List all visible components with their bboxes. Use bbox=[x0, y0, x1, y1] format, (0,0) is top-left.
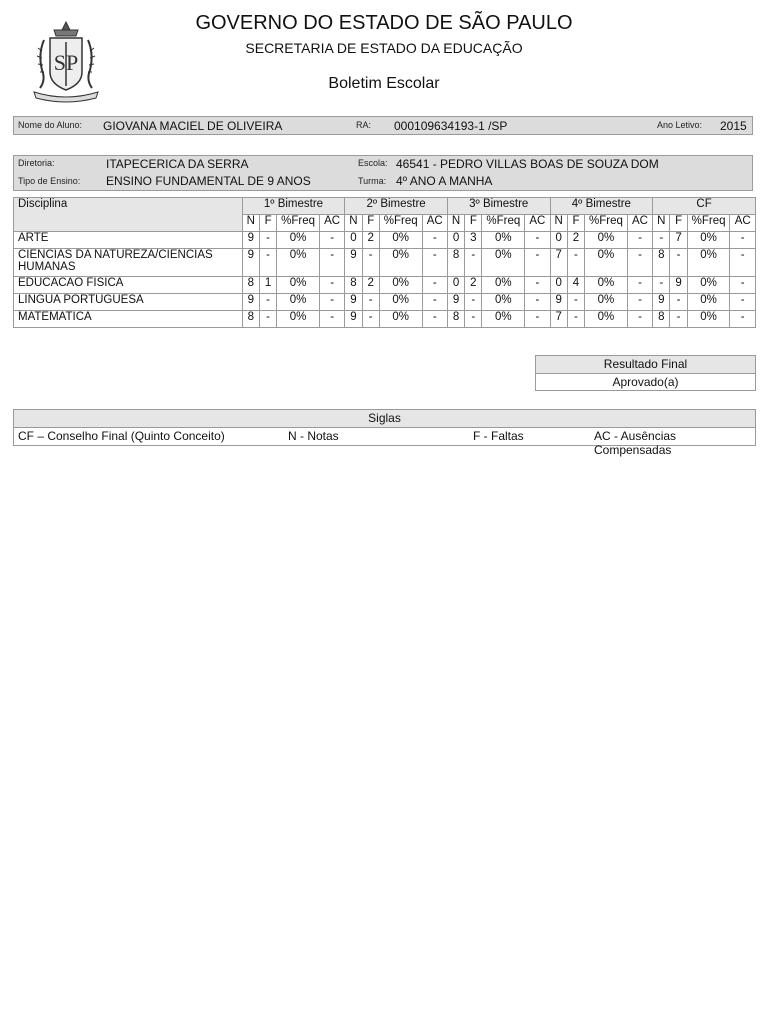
grade-cell: 9 bbox=[345, 294, 362, 311]
period-header: 4º Bimestre bbox=[550, 198, 653, 215]
grade-cell: - bbox=[319, 249, 344, 277]
subcolumn-header: %Freq bbox=[687, 215, 730, 232]
grade-cell: 0 bbox=[550, 232, 567, 249]
grade-cell: 1 bbox=[259, 277, 276, 294]
grade-cell: 7 bbox=[670, 232, 687, 249]
grade-cell: 0% bbox=[687, 277, 730, 294]
school-info-bar bbox=[13, 155, 753, 191]
subcolumn-header: N bbox=[550, 215, 567, 232]
grade-cell: - bbox=[422, 232, 447, 249]
grade-cell: 8 bbox=[447, 311, 464, 328]
grade-cell: - bbox=[567, 294, 584, 311]
grade-cell: 0% bbox=[379, 232, 422, 249]
discipline-name: LINGUA PORTUGUESA bbox=[14, 294, 243, 311]
grade-cell: 0 bbox=[550, 277, 567, 294]
siglas-row bbox=[14, 428, 755, 457]
subcolumn-header: AC bbox=[730, 215, 756, 232]
svg-text:SP: SP bbox=[53, 50, 79, 75]
table-row bbox=[14, 249, 756, 277]
subcolumn-header: AC bbox=[525, 215, 550, 232]
grade-cell: 0% bbox=[482, 232, 525, 249]
sigla-ac: AC - Ausências Compensadas bbox=[594, 429, 677, 457]
grade-cell: - bbox=[465, 311, 482, 328]
grade-cell: - bbox=[525, 277, 550, 294]
grade-cell: - bbox=[730, 249, 756, 277]
grade-cell: - bbox=[627, 277, 652, 294]
discipline-name: EDUCACAO FISICA bbox=[14, 277, 243, 294]
page-subtitle: SECRETARIA DE ESTADO DA EDUCAÇÃO bbox=[245, 40, 523, 56]
subcolumn-header: AC bbox=[319, 215, 344, 232]
grade-cell: - bbox=[465, 294, 482, 311]
grade-cell: 0% bbox=[482, 249, 525, 277]
grade-cell: 0% bbox=[687, 249, 730, 277]
grade-cell: 8 bbox=[653, 311, 670, 328]
grade-cell: 0% bbox=[277, 249, 320, 277]
grade-cell: 9 bbox=[550, 294, 567, 311]
grade-cell: - bbox=[670, 311, 687, 328]
grade-cell: - bbox=[259, 294, 276, 311]
subcolumn-header: F bbox=[670, 215, 687, 232]
grade-cell: 0% bbox=[585, 232, 628, 249]
grade-cell: - bbox=[319, 294, 344, 311]
grade-cell: - bbox=[525, 232, 550, 249]
grade-cell: 0% bbox=[379, 311, 422, 328]
subcolumn-header: AC bbox=[422, 215, 447, 232]
table-row bbox=[14, 311, 756, 328]
grade-cell: - bbox=[525, 294, 550, 311]
grade-cell: 9 bbox=[653, 294, 670, 311]
grade-cell: 7 bbox=[550, 249, 567, 277]
grade-cell: 0% bbox=[687, 294, 730, 311]
school-label: Escola: bbox=[358, 158, 388, 168]
grade-cell: 0% bbox=[687, 311, 730, 328]
grade-cell: - bbox=[730, 277, 756, 294]
grade-cell: 0% bbox=[277, 311, 320, 328]
grade-cell: - bbox=[319, 232, 344, 249]
grade-cell: - bbox=[670, 294, 687, 311]
grade-cell: 0% bbox=[482, 294, 525, 311]
grade-cell: - bbox=[422, 311, 447, 328]
grade-cell: 2 bbox=[362, 232, 379, 249]
grade-cell: 2 bbox=[362, 277, 379, 294]
subcolumn-header: N bbox=[242, 215, 259, 232]
period-header: CF bbox=[653, 198, 756, 215]
ra-value: 000109634193-1 /SP bbox=[394, 119, 508, 133]
grade-cell: - bbox=[362, 249, 379, 277]
subcolumn-header: F bbox=[362, 215, 379, 232]
table-row bbox=[14, 277, 756, 294]
final-result-value: Aprovado(a) bbox=[612, 375, 679, 389]
grade-cell: - bbox=[259, 249, 276, 277]
sigla-f: F - Faltas bbox=[473, 429, 524, 443]
grade-cell: 7 bbox=[550, 311, 567, 328]
sigla-n: N - Notas bbox=[288, 429, 339, 443]
grade-cell: - bbox=[627, 232, 652, 249]
siglas-box bbox=[13, 409, 756, 457]
grade-cell: 8 bbox=[242, 277, 259, 294]
period-header: 1º Bimestre bbox=[242, 198, 345, 215]
subcolumn-header: %Freq bbox=[585, 215, 628, 232]
subcolumn-header: N bbox=[345, 215, 362, 232]
period-header: 3º Bimestre bbox=[447, 198, 550, 215]
document-title: Boletim Escolar bbox=[328, 75, 440, 92]
grade-cell: 2 bbox=[465, 277, 482, 294]
grade-cell: 8 bbox=[653, 249, 670, 277]
grade-cell: 0% bbox=[379, 294, 422, 311]
grade-cell: 9 bbox=[345, 249, 362, 277]
grades-table bbox=[13, 197, 756, 328]
grade-cell: - bbox=[567, 311, 584, 328]
ra-label: RA: bbox=[356, 120, 372, 130]
final-result-box bbox=[535, 355, 756, 391]
year-label: Ano Letivo: bbox=[657, 120, 703, 130]
grade-cell: - bbox=[422, 277, 447, 294]
class-label: Turma: bbox=[358, 176, 387, 186]
table-row bbox=[14, 294, 756, 311]
grade-cell: - bbox=[422, 249, 447, 277]
directorate-value: ITAPECERICA DA SERRA bbox=[106, 157, 249, 171]
grade-cell: 8 bbox=[242, 311, 259, 328]
grade-cell: - bbox=[627, 249, 652, 277]
grade-cell: 8 bbox=[345, 277, 362, 294]
type-value: ENSINO FUNDAMENTAL DE 9 ANOS bbox=[106, 174, 311, 188]
grade-cell: 9 bbox=[242, 294, 259, 311]
directorate-label: Diretoria: bbox=[18, 158, 55, 168]
subcolumn-header: N bbox=[447, 215, 464, 232]
student-info-bar bbox=[13, 116, 753, 135]
grade-cell: 0% bbox=[277, 232, 320, 249]
siglas-title: Siglas bbox=[14, 410, 755, 428]
grade-cell: 9 bbox=[242, 232, 259, 249]
grade-cell: - bbox=[730, 294, 756, 311]
subcolumn-header: N bbox=[653, 215, 670, 232]
subcolumn-header: F bbox=[465, 215, 482, 232]
grade-cell: 0% bbox=[585, 311, 628, 328]
grade-cell: 9 bbox=[447, 294, 464, 311]
sigla-cf: CF – Conselho Final (Quinto Conceito) bbox=[18, 429, 225, 443]
school-value: 46541 - PEDRO VILLAS BOAS DE SOUZA DOM bbox=[396, 157, 659, 171]
grade-cell: - bbox=[319, 311, 344, 328]
grade-cell: 0% bbox=[585, 294, 628, 311]
grade-cell: 9 bbox=[345, 311, 362, 328]
discipline-name: CIENCIAS DA NATUREZA/CIENCIAS HUMANAS bbox=[14, 249, 243, 277]
discipline-header: Disciplina bbox=[14, 198, 243, 232]
subcolumn-header: AC bbox=[627, 215, 652, 232]
grade-cell: - bbox=[525, 249, 550, 277]
grade-cell: 4 bbox=[567, 277, 584, 294]
grade-cell: - bbox=[525, 311, 550, 328]
grade-cell: - bbox=[319, 277, 344, 294]
student-name-label: Nome do Aluno: bbox=[18, 120, 83, 130]
subcolumn-header: %Freq bbox=[379, 215, 422, 232]
grade-cell: - bbox=[362, 294, 379, 311]
grade-cell: 0% bbox=[482, 311, 525, 328]
grade-cell: - bbox=[362, 311, 379, 328]
grade-cell: 3 bbox=[465, 232, 482, 249]
grade-cell: 0% bbox=[482, 277, 525, 294]
grade-cell: 9 bbox=[242, 249, 259, 277]
subcolumn-header: %Freq bbox=[277, 215, 320, 232]
grade-cell: - bbox=[670, 249, 687, 277]
discipline-name: ARTE bbox=[14, 232, 243, 249]
subcolumn-header: F bbox=[259, 215, 276, 232]
discipline-name: MATEMATICA bbox=[14, 311, 243, 328]
subcolumn-header: %Freq bbox=[482, 215, 525, 232]
grade-cell: 0 bbox=[447, 232, 464, 249]
grade-cell: - bbox=[465, 249, 482, 277]
grade-cell: 2 bbox=[567, 232, 584, 249]
year-value: 2015 bbox=[720, 119, 747, 133]
grade-cell: - bbox=[730, 232, 756, 249]
grade-cell: - bbox=[653, 232, 670, 249]
table-row bbox=[14, 232, 756, 249]
class-value: 4º ANO A MANHA bbox=[396, 174, 493, 188]
grade-cell: 0% bbox=[585, 277, 628, 294]
grade-cell: - bbox=[422, 294, 447, 311]
student-name: GIOVANA MACIEL DE OLIVEIRA bbox=[103, 119, 283, 133]
grade-cell: 0 bbox=[447, 277, 464, 294]
type-label: Tipo de Ensino: bbox=[18, 176, 81, 186]
grade-cell: 0% bbox=[379, 277, 422, 294]
grade-cell: 0% bbox=[379, 249, 422, 277]
grade-cell: 0 bbox=[345, 232, 362, 249]
grade-cell: - bbox=[259, 311, 276, 328]
grade-cell: - bbox=[730, 311, 756, 328]
grade-cell: 0% bbox=[277, 277, 320, 294]
grade-cell: - bbox=[627, 311, 652, 328]
grade-cell: - bbox=[653, 277, 670, 294]
subcolumn-header: F bbox=[567, 215, 584, 232]
grade-cell: 0% bbox=[585, 249, 628, 277]
grade-cell: - bbox=[567, 249, 584, 277]
grade-cell: 0% bbox=[277, 294, 320, 311]
grade-cell: 9 bbox=[670, 277, 687, 294]
page-title: GOVERNO DO ESTADO DE SÃO PAULO bbox=[195, 12, 573, 34]
grade-cell: - bbox=[259, 232, 276, 249]
grade-cell: - bbox=[627, 294, 652, 311]
grade-cell: 8 bbox=[447, 249, 464, 277]
period-header: 2º Bimestre bbox=[345, 198, 448, 215]
final-result-label: Resultado Final bbox=[536, 356, 755, 374]
grade-cell: 0% bbox=[687, 232, 730, 249]
